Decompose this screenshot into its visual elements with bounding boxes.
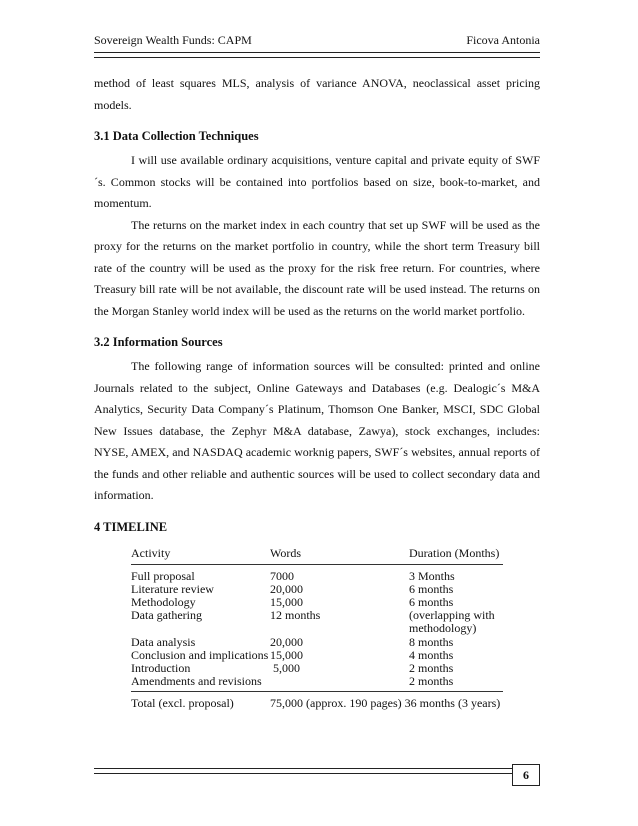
table-cell-words: 20,000 <box>270 634 303 649</box>
timeline-table <box>131 543 503 712</box>
table-row <box>131 649 503 662</box>
paragraph-3-1-b: The returns on the market index in each country that set up SWF will be used as the proxy for the returns on the market portfolio in country, while the short term Treasury bill rate of the country will be used as the proxy for the risk free return. For countries, where Treasury bill rate will be not available, the discount rate will be used instead. The returns on the Morgan Stanley world index will be used as the returns on the world market portfolio. <box>94 217 540 318</box>
section-heading-4: 4 TIMELINE <box>94 519 168 534</box>
table-cell-duration: 6 months <box>409 594 454 609</box>
table-cell-words: 5,000 <box>270 660 300 675</box>
table-cell-words: 12 months <box>270 608 321 623</box>
table-cell-activity: Methodology <box>131 594 196 609</box>
table-cell-activity: Full proposal <box>131 568 195 583</box>
table-total-row <box>131 695 503 711</box>
table-cell-duration: (overlapping with methodology) <box>409 608 495 636</box>
table-row <box>131 636 503 649</box>
table-cell-words: 15,000 <box>270 647 303 662</box>
table-cell-words: 7000 <box>270 568 294 583</box>
total-value: 75,000 (approx. 190 pages) 36 months (3 years) <box>270 696 501 711</box>
table-row <box>131 675 503 688</box>
table-cell-duration: 3 Months <box>409 568 455 583</box>
total-label: Total (excl. proposal) <box>131 696 234 711</box>
table-cell-words: 15,000 <box>270 594 303 609</box>
header-title: Sovereign Wealth Funds: CAPM <box>94 33 252 47</box>
column-header-words: Words <box>270 545 302 560</box>
page-header <box>94 33 540 48</box>
table-cell-words <box>270 675 409 688</box>
table-cell-duration: 2 months <box>409 660 454 675</box>
table-cell-activity: Literature review <box>131 581 214 596</box>
table-row <box>131 583 503 596</box>
table-row <box>131 570 503 583</box>
header-author: Ficova Antonia <box>466 33 540 47</box>
table-cell-activity: Data analysis <box>131 634 196 649</box>
intro-paragraph: method of least squares MLS, analysis of variance ANOVA, neoclassical asset pricing models. <box>94 76 540 112</box>
column-header-duration: Duration (Months) <box>409 545 500 560</box>
table-rule-bottom <box>131 691 503 692</box>
table-cell-duration: 4 months <box>409 647 454 662</box>
paragraph-3-1-a: I will use available ordinary acquisitions, venture capital and private equity of SWF´s. Common stocks will be contained into portfolios based on size, book-to-market, and momentum. <box>94 153 540 210</box>
table-header-row <box>131 543 503 561</box>
page-number: 6 <box>512 764 540 786</box>
table-cell-words: 20,000 <box>270 581 303 596</box>
header-rule <box>94 52 540 58</box>
paragraph-3-2-a: The following range of information sources will be consulted: printed and online Journals related to the subject, Online Gateways and Databases (e.g. Dealogic´s M&A Analytics, Security Data Company´s Platinum, Thomson One Banker, MSCI, SDC Global New Issues database, the Zephyr M&A database, Zawya), stock exchanges, includes: NYSE, AMEX, and NASDAQ academic worknig papers, SWF´s websites, annual reports of the funds and other reliable and authentic sources will be used to collect secondary data and information. <box>94 359 540 502</box>
section-heading-3-1: 3.1 Data Collection Techniques <box>94 129 259 143</box>
table-rule-top <box>131 564 503 565</box>
table-cell-duration: 8 months <box>409 634 454 649</box>
table-row <box>131 609 503 635</box>
table-cell-activity: Data gathering <box>131 608 202 623</box>
footer-rule <box>94 768 512 774</box>
table-cell-duration: 6 months <box>409 581 454 596</box>
table-cell-activity: Conclusion and implications <box>131 647 269 662</box>
table-cell-activity: Amendments and revisions <box>131 674 262 689</box>
section-heading-3-2: 3.2 Information Sources <box>94 335 223 349</box>
column-header-activity: Activity <box>131 545 171 560</box>
page-content <box>94 73 540 711</box>
table-cell-activity: Introduction <box>131 660 191 675</box>
table-cell-duration: 2 months <box>409 674 454 689</box>
